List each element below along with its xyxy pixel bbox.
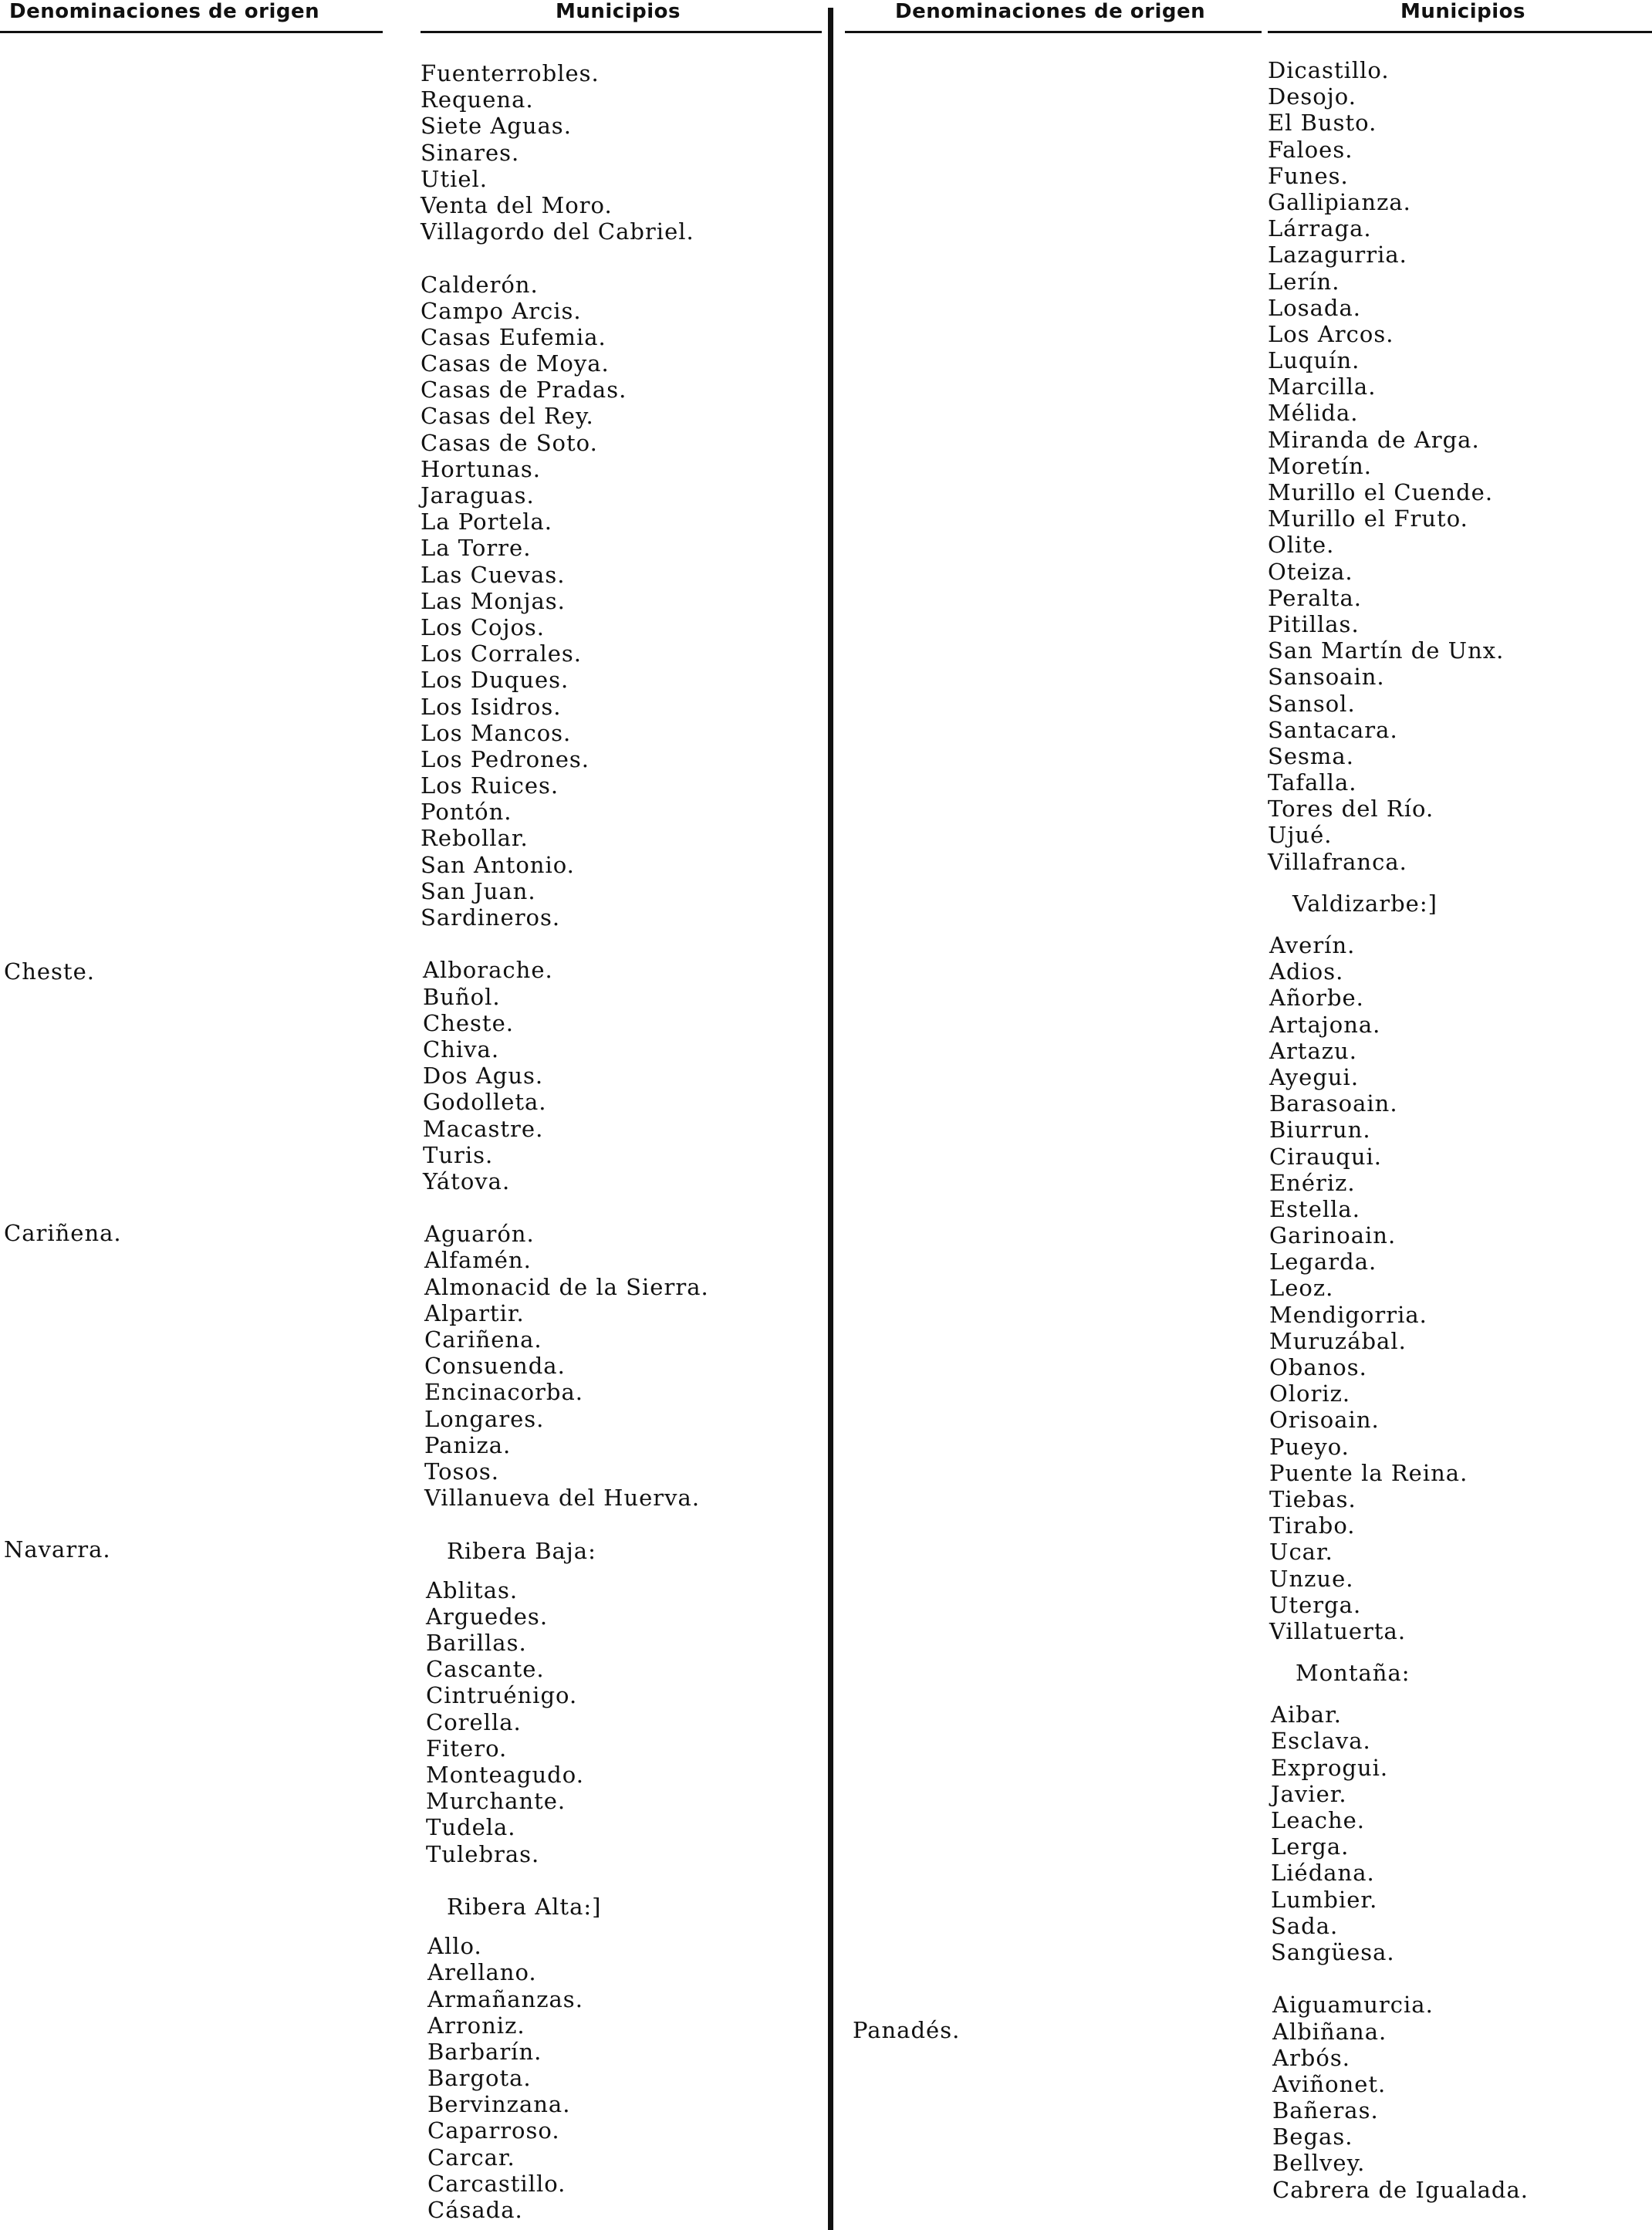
municipio-item: Aiguamurcia. (1272, 1992, 1434, 2019)
municipio-item: Muruzábal. (1269, 1327, 1407, 1354)
municipio-item: Funes. (1268, 162, 1349, 189)
municipio-item: Villafranca. (1268, 848, 1407, 875)
municipio-item: Arguedes. (426, 1603, 549, 1630)
municipio-item: Barillas. (426, 1630, 527, 1657)
municipio-item: Lerga. (1271, 1833, 1350, 1860)
municipio-item: Lárraga. (1268, 215, 1372, 242)
denominacion-cheste: Cheste. (4, 958, 95, 985)
municipio-item: Leache. (1271, 1807, 1366, 1833)
municipio-item: Exprogui. (1271, 1754, 1389, 1781)
municipio-item: Alborache. (423, 957, 553, 984)
municipio-item: Sansol. (1268, 690, 1356, 717)
header-denominaciones-right: Denominaciones de origen (895, 0, 1206, 23)
municipio-item: Dos Agus. (423, 1063, 544, 1090)
municipio-item: Casas Eufemia. (421, 323, 606, 350)
municipio-item: Losada. (1268, 294, 1361, 321)
municipios-column-left (421, 60, 709, 2223)
municipio-item: Casas de Moya. (421, 350, 610, 377)
municipio-item: Leoz. (1269, 1275, 1334, 1302)
municipio-item: Armañanzas. (427, 1985, 583, 2012)
municipio-item: Barbarín. (427, 2038, 542, 2065)
header-rule-right-1 (845, 31, 1262, 33)
municipio-item: Los Isidros. (421, 693, 562, 720)
municipio-item: Tores del Río. (1268, 796, 1434, 823)
municipio-item: Yátova. (423, 1167, 511, 1194)
denominacion-carinena: Cariñena. (4, 1220, 122, 1246)
municipio-item: Aviñonet. (1272, 2070, 1387, 2097)
municipio-item: Aibar. (1271, 1701, 1342, 1728)
municipio-item: Los Duques. (421, 667, 569, 694)
municipio-item: San Juan. (421, 877, 536, 904)
municipio-item: Olite. (1268, 532, 1335, 559)
municipio-item: San Antonio. (421, 851, 575, 878)
municipio-item: Tudela. (426, 1814, 516, 1841)
section-title-valdizarbe: Valdizarbe:] (1292, 890, 1437, 917)
header-denominaciones-left: Denominaciones de origen (9, 0, 320, 23)
municipio-item: Pueyo. (1269, 1433, 1350, 1460)
header-municipios-left: Municipios (556, 0, 681, 23)
municipio-item: Godolleta. (423, 1089, 547, 1116)
municipio-item: Cascante. (426, 1656, 545, 1683)
municipio-item: Luquín. (1268, 347, 1360, 374)
municipio-item: Mendigorria. (1269, 1301, 1427, 1328)
municipio-item: Cásada. (427, 2197, 523, 2223)
municipio-item: Las Monjas. (421, 587, 566, 614)
municipio-item: Requena. (421, 86, 534, 113)
municipio-item: Cabrera de Igualada. (1272, 2176, 1529, 2203)
group-utiel-requena-aldeas (421, 272, 709, 931)
municipio-item: Los Mancos. (421, 719, 572, 746)
municipio-item: Los Arcos. (1268, 320, 1394, 347)
municipio-item: Garinoain. (1269, 1222, 1397, 1249)
municipio-item: Jaraguas. (421, 482, 535, 509)
group-ribera-alta-cont (1268, 57, 1529, 875)
municipio-item: Dicastillo. (1268, 57, 1390, 83)
municipio-item: Estella. (1269, 1195, 1360, 1222)
municipio-item: Los Pedrones. (421, 745, 590, 772)
municipio-item: Adios. (1269, 958, 1344, 985)
municipio-item: Sinares. (421, 139, 520, 166)
municipio-item: Villanueva del Huerva. (424, 1485, 701, 1512)
municipio-item: Oloriz. (1269, 1380, 1351, 1407)
municipio-item: Utiel. (421, 165, 488, 192)
municipio-item: Oteiza. (1268, 558, 1353, 585)
municipio-item: Marcilla. (1268, 373, 1377, 400)
municipio-item: Desojo. (1268, 83, 1356, 110)
municipio-item: Cintruénigo. (426, 1682, 578, 1709)
municipio-item: Los Corrales. (421, 640, 583, 667)
municipio-item: La Torre. (421, 535, 532, 562)
municipio-item: Alpartir. (424, 1299, 525, 1326)
municipio-item: Orisoain. (1269, 1407, 1380, 1434)
municipio-item: Aguarón. (424, 1221, 535, 1248)
municipio-item: Calderón. (421, 271, 539, 298)
municipio-item: Consuenda. (424, 1353, 566, 1380)
municipio-item: Lazagurria. (1268, 242, 1407, 269)
municipio-item: Tiebas. (1269, 1485, 1356, 1512)
municipio-item: Chiva. (423, 1036, 500, 1063)
municipio-item: Monteagudo. (426, 1762, 584, 1788)
municipio-item: Artajona. (1269, 1011, 1381, 1038)
municipio-item: Ayegui. (1269, 1063, 1360, 1090)
municipio-item: Venta del Moro. (421, 191, 613, 218)
municipio-item: Obanos. (1269, 1354, 1367, 1380)
municipio-item: Tosos. (424, 1458, 499, 1485)
municipio-item: Enériz. (1269, 1169, 1356, 1196)
municipio-item: Legarda. (1269, 1248, 1377, 1275)
municipio-item: Sansoain. (1268, 664, 1385, 691)
municipio-item: Arroniz. (427, 2012, 525, 2039)
column-divider (828, 8, 833, 2230)
municipio-item: Tulebras. (426, 1840, 540, 1867)
municipio-item: Faloes. (1268, 136, 1353, 163)
municipio-item: Moretín. (1268, 452, 1373, 479)
municipio-item: Averín. (1269, 932, 1356, 958)
group-valdizarbe (1268, 932, 1529, 1644)
municipio-item: Los Cojos. (421, 613, 546, 640)
municipio-item: Ablitas. (426, 1576, 519, 1603)
municipio-item: Paniza. (424, 1431, 512, 1458)
municipio-item: Villatuerta. (1269, 1617, 1407, 1644)
group-cheste (421, 957, 709, 1194)
municipio-item: Bañeras. (1272, 2097, 1379, 2124)
group-montana (1268, 1701, 1529, 1965)
group-ribera-alta (421, 1933, 709, 2223)
municipio-item: Casas de Soto. (421, 429, 598, 456)
municipio-item: Casas de Pradas. (421, 377, 627, 404)
municipio-item: Santacara. (1268, 716, 1398, 743)
municipio-item: Tirabo. (1269, 1512, 1356, 1539)
municipio-item: Bargota. (427, 2065, 532, 2092)
group-carinena (421, 1221, 709, 1511)
municipio-item: Begas. (1272, 2124, 1353, 2151)
municipio-item: Las Cuevas. (421, 561, 566, 588)
municipio-item: Albiñana. (1272, 2018, 1387, 2045)
municipio-item: Ucar. (1269, 1539, 1333, 1566)
municipio-item: Tafalla. (1268, 769, 1357, 796)
denominacion-navarra: Navarra. (4, 1536, 111, 1563)
municipio-item: El Busto. (1268, 110, 1377, 137)
municipio-item: Bellvey. (1272, 2150, 1366, 2177)
municipio-item: Alfamén. (424, 1247, 532, 1274)
municipio-item: Hortunas. (421, 455, 542, 482)
municipio-item: Sardineros. (421, 904, 561, 931)
municipio-item: Murillo el Fruto. (1268, 505, 1468, 532)
municipio-item: Artazu. (1269, 1037, 1357, 1064)
municipio-item: Ujué. (1268, 822, 1333, 849)
municipio-item: Murchante. (426, 1788, 566, 1815)
municipio-item: Villagordo del Cabriel. (421, 218, 694, 245)
municipio-item: Barasoain. (1269, 1090, 1398, 1117)
municipio-item: Lerín. (1268, 268, 1340, 295)
municipio-item: Allo. (427, 1933, 482, 1960)
municipio-item: Miranda de Arga. (1268, 426, 1480, 453)
municipio-item: Puente la Reina. (1269, 1459, 1468, 1486)
municipio-item: Carcastillo. (427, 2170, 566, 2197)
municipio-item: Rebollar. (421, 825, 529, 852)
group-panades (1268, 1992, 1529, 2203)
municipio-item: Almonacid de la Sierra. (424, 1273, 709, 1300)
section-title-ribera-alta: Ribera Alta:] (447, 1893, 602, 1920)
municipio-item: Arbós. (1272, 2044, 1350, 2071)
municipio-item: Biurrun. (1269, 1117, 1371, 1144)
municipio-item: Unzue. (1269, 1565, 1354, 1592)
municipio-item: Gallipianza. (1268, 188, 1411, 215)
municipios-column-right (1268, 57, 1529, 2203)
group-ribera-baja (421, 1577, 709, 1867)
municipio-item: Los Ruices. (421, 772, 559, 799)
municipio-item: Casas del Rey. (421, 403, 594, 430)
municipio-item: La Portela. (421, 509, 553, 536)
municipio-item: Carcar. (427, 2144, 515, 2171)
municipio-item: Buñol. (423, 983, 501, 1010)
section-title-montana: Montaña: (1296, 1660, 1410, 1687)
municipio-item: Sesma. (1268, 742, 1354, 769)
header-rule-left-2 (421, 31, 822, 33)
denominacion-panades: Panadés. (853, 2017, 961, 2043)
municipio-item: Sada. (1271, 1912, 1339, 1939)
municipio-item: Corella. (426, 1708, 522, 1735)
municipio-item: Turis. (423, 1141, 494, 1168)
municipio-item: Esclava. (1271, 1728, 1371, 1755)
municipio-item: Macastre. (423, 1115, 544, 1142)
municipio-item: Pitillas. (1268, 610, 1360, 637)
municipio-item: Mélida. (1268, 400, 1359, 427)
municipio-item: Lumbier. (1271, 1886, 1378, 1913)
municipio-item: Peralta. (1268, 584, 1362, 611)
municipio-item: Fuenterrobles. (421, 60, 600, 86)
municipio-item: Liédana. (1271, 1860, 1375, 1887)
municipio-item: Murillo el Cuende. (1268, 479, 1494, 505)
municipio-item: Campo Arcis. (421, 297, 582, 324)
section-title-ribera-baja: Ribera Baja: (447, 1537, 596, 1564)
municipio-item: Cheste. (423, 1009, 514, 1036)
header-rule-left-1 (0, 31, 383, 33)
municipio-item: Uterga. (1269, 1591, 1362, 1618)
municipio-item: Arellano. (427, 1959, 537, 1986)
municipio-item: Pontón. (421, 799, 512, 826)
group-utiel-requena-cont (421, 60, 709, 245)
municipio-item: San Martín de Unx. (1268, 637, 1505, 664)
municipio-item: Cirauqui. (1269, 1143, 1383, 1170)
municipio-item: Caparroso. (427, 2117, 560, 2144)
header-municipios-right: Municipios (1400, 0, 1525, 23)
municipio-item: Añorbe. (1269, 985, 1364, 1012)
municipio-item: Bervinzana. (427, 2091, 571, 2118)
municipio-item: Fitero. (426, 1735, 508, 1762)
municipio-item: Javier. (1271, 1780, 1347, 1807)
municipio-item: Cariñena. (424, 1326, 542, 1353)
municipio-item: Encinacorba. (424, 1379, 583, 1406)
municipio-item: Sangüesa. (1271, 1938, 1395, 1965)
header-rule-right-2 (1268, 31, 1652, 33)
municipio-item: Longares. (424, 1405, 545, 1432)
municipio-item: Siete Aguas. (421, 113, 572, 140)
